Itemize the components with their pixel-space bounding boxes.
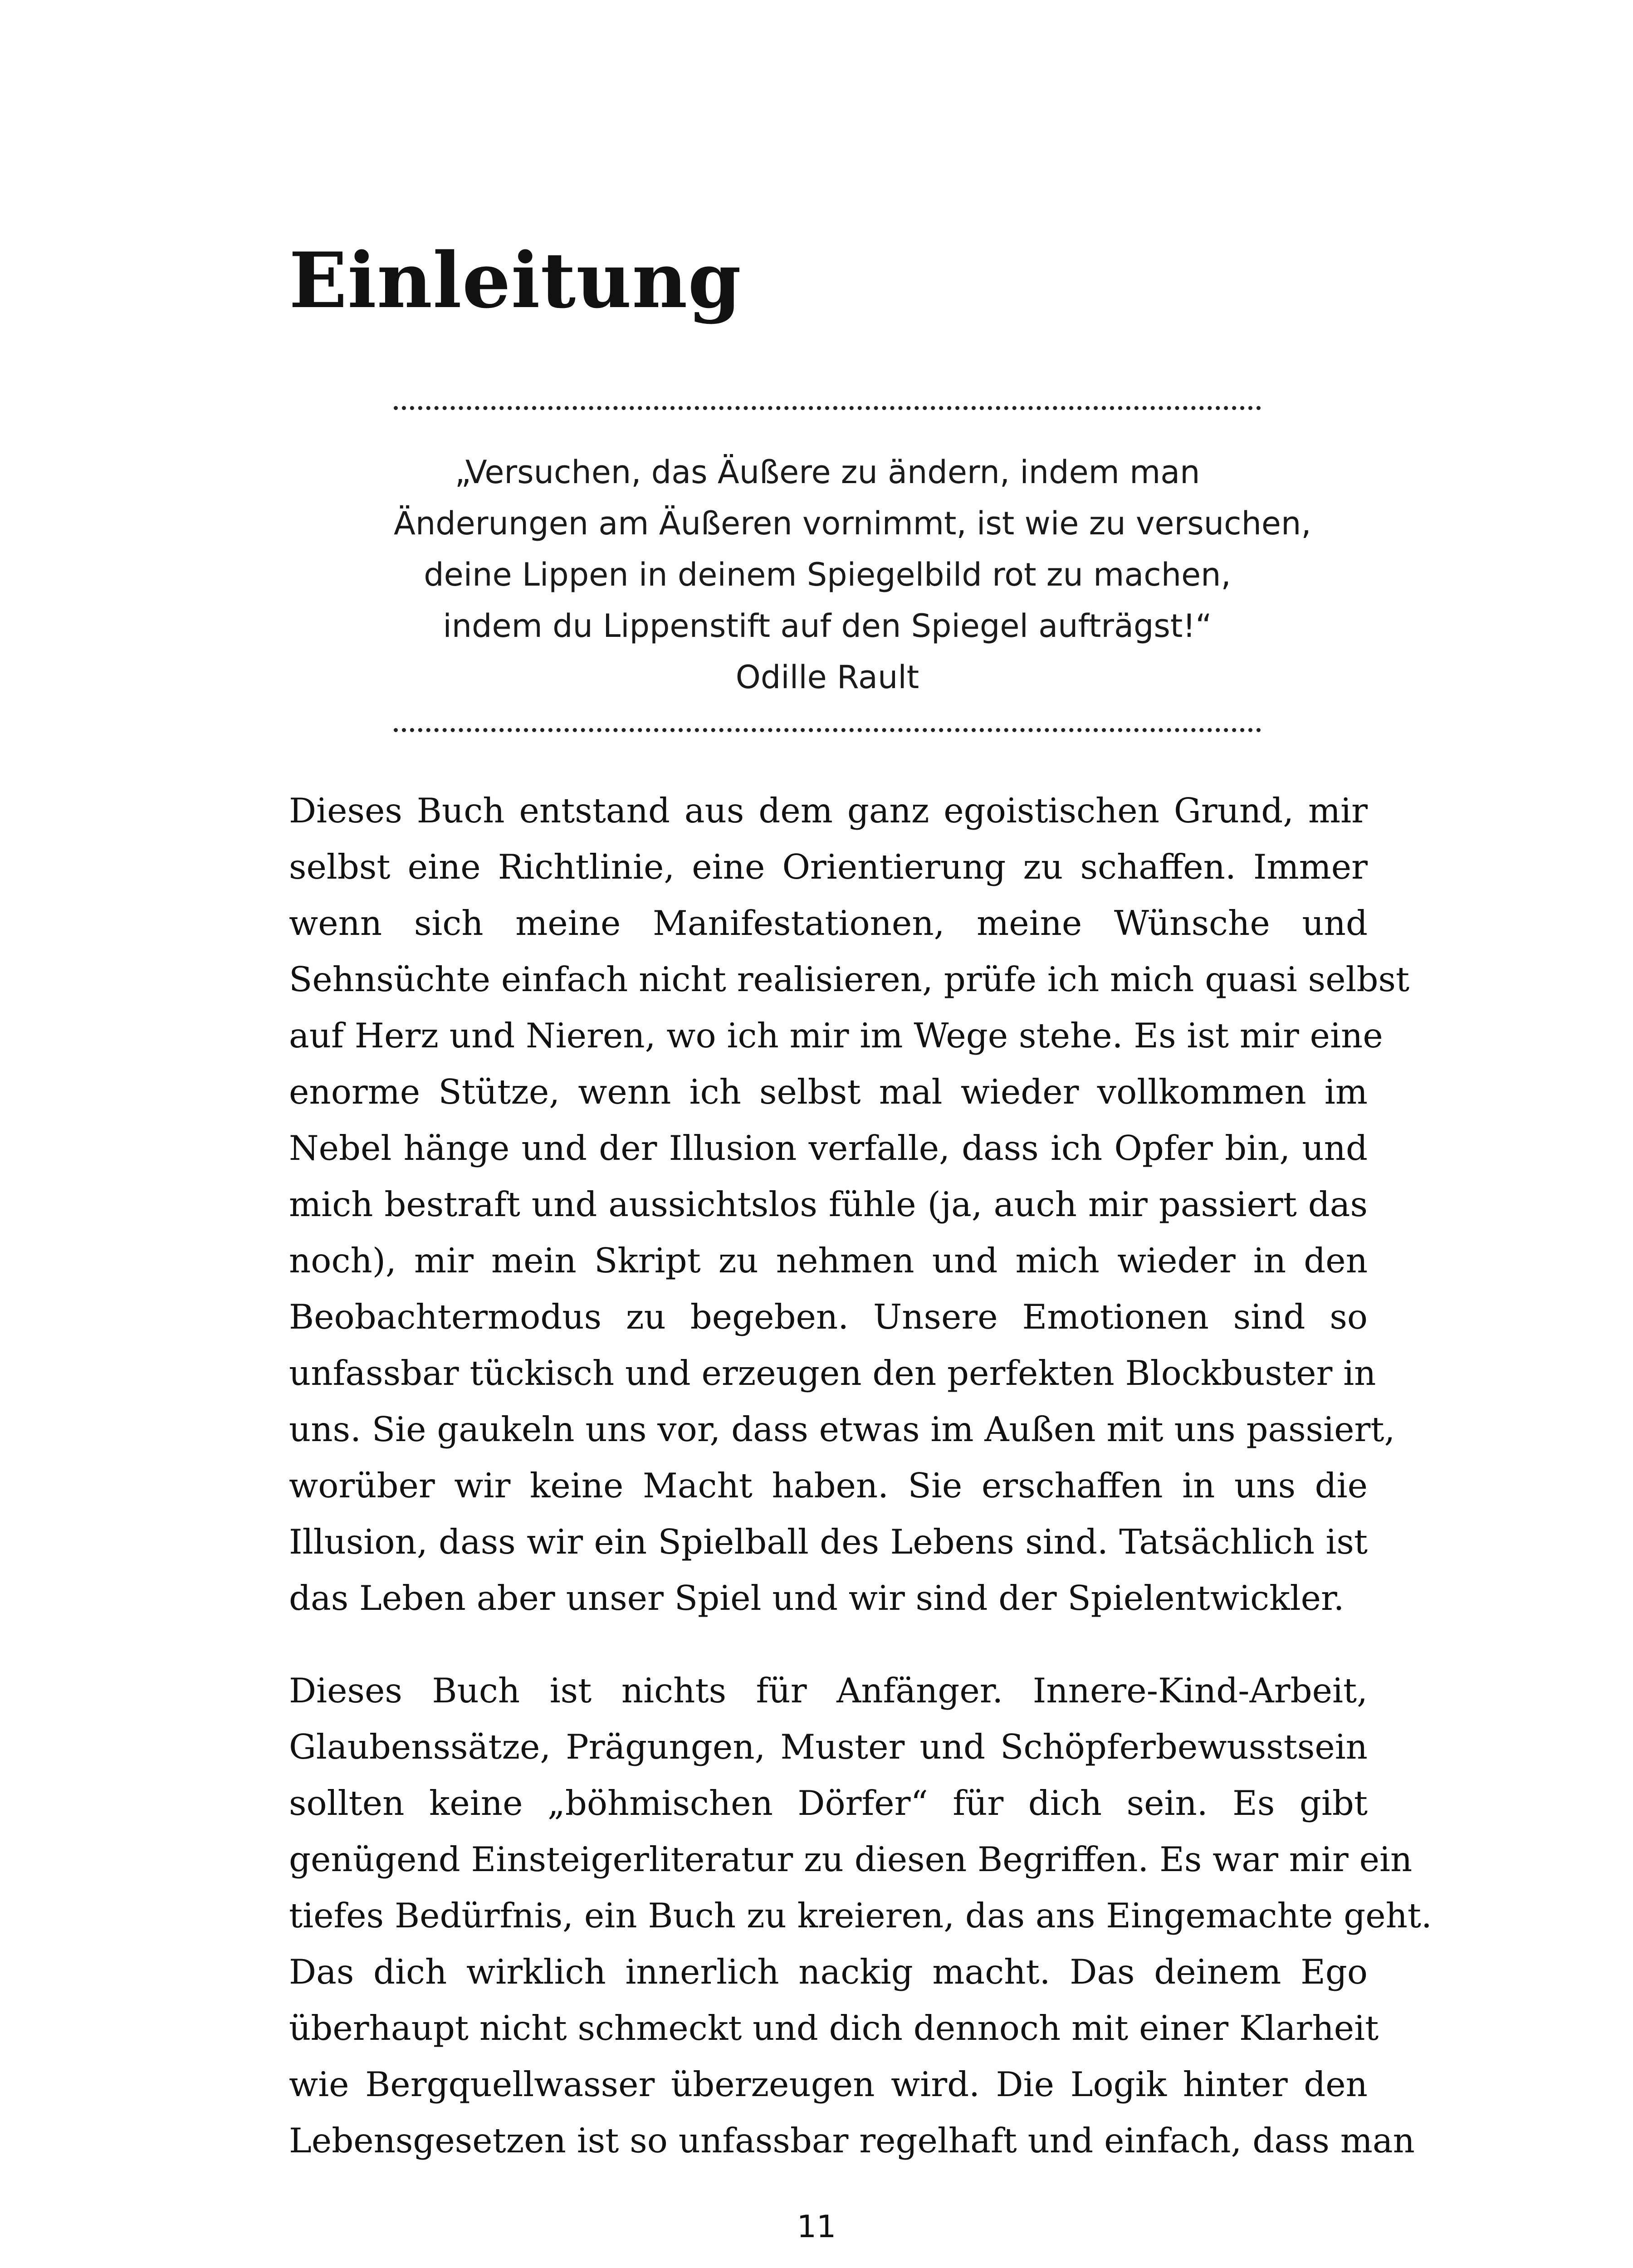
text-line: wenn sich meine Manifestationen, meine Wünsche und bbox=[289, 903, 1368, 943]
body-paragraph-1 bbox=[289, 782, 1410, 1626]
epigraph bbox=[394, 447, 1311, 703]
text-line: genügend Einsteigerliteratur zu diesen Begriffen. Es war mir ein bbox=[289, 1839, 1413, 1879]
text-line: selbst eine Richtlinie, eine Orientierung zu schaffen. Immer bbox=[289, 847, 1368, 887]
text-line: wie Bergquellwasser überzeugen wird. Die Logik hinter den bbox=[289, 2064, 1368, 2104]
text-line: unfassbar tückisch und erzeugen den perfekten Blockbuster in bbox=[289, 1353, 1376, 1393]
text-line: auf Herz und Nieren, wo ich mir im Wege stehe. Es ist mir eine bbox=[289, 1016, 1383, 1056]
body-paragraph-2 bbox=[289, 1662, 1432, 2169]
epigraph-author: Odille Rault bbox=[735, 659, 919, 696]
text-line: überhaupt nicht schmeckt und dich dennoch mit einer Klarheit bbox=[289, 2008, 1379, 2048]
text-line: tiefes Bedürfnis, ein Buch zu kreieren, das ans Eingemachte geht. bbox=[289, 1896, 1432, 1936]
text-line: Das dich wirklich innerlich nackig macht. Das deinem Ego bbox=[289, 1952, 1368, 1992]
text-line: Lebensgesetzen ist so unfassbar regelhaft und einfach, dass man bbox=[289, 2121, 1415, 2160]
text-line: mich bestraft und aussichtslos fühle (ja, auch mir passiert das bbox=[289, 1184, 1368, 1224]
epigraph-line: deine Lippen in deinem Spiegelbild rot zu machen, bbox=[424, 556, 1231, 593]
text-line: noch), mir mein Skript zu nehmen und mich wieder in den bbox=[289, 1241, 1368, 1281]
text-line: Beobachtermodus zu begeben. Unsere Emotionen sind so bbox=[289, 1297, 1368, 1337]
text-line: enorme Stütze, wenn ich selbst mal wieder vollkommen im bbox=[289, 1072, 1368, 1112]
text-line: Dieses Buch ist nichts für Anfänger. Innere-Kind-Arbeit, bbox=[289, 1671, 1368, 1711]
text-line: Illusion, dass wir ein Spielball des Lebens sind. Tatsächlich ist bbox=[289, 1522, 1368, 1562]
chapter-title: Einleitung bbox=[289, 235, 742, 325]
text-line: sollten keine „böhmischen Dörfer“ für dich sein. Es gibt bbox=[289, 1783, 1368, 1823]
epigraph-line: indem du Lippenstift auf den Spiegel aufträgst!“ bbox=[443, 607, 1212, 645]
epigraph-bottom-divider bbox=[394, 728, 1261, 732]
page-number: 11 bbox=[797, 2209, 836, 2245]
text-line: Dieses Buch entstand aus dem ganz egoistischen Grund, mir bbox=[289, 791, 1368, 831]
epigraph-line: „Versuchen, das Äußere zu ändern, indem man bbox=[455, 454, 1200, 491]
text-line: uns. Sie gaukeln uns vor, dass etwas im Außen mit uns passiert, bbox=[289, 1409, 1395, 1449]
text-line: Sehnsüchte einfach nicht realisieren, prüfe ich mich quasi selbst bbox=[289, 959, 1410, 999]
text-line: Glaubenssätze, Prägungen, Muster und Schöpferbewusstsein bbox=[289, 1727, 1368, 1767]
epigraph-top-divider bbox=[394, 406, 1261, 410]
text-line: Nebel hänge und der Illusion verfalle, dass ich Opfer bin, und bbox=[289, 1128, 1368, 1168]
epigraph-line: Änderungen am Äußeren vornimmt, ist wie zu versuchen, bbox=[394, 505, 1311, 542]
text-line: worüber wir keine Macht haben. Sie erschaffen in uns die bbox=[289, 1466, 1368, 1505]
text-line: das Leben aber unser Spiel und wir sind der Spielentwickler. bbox=[289, 1578, 1345, 1618]
